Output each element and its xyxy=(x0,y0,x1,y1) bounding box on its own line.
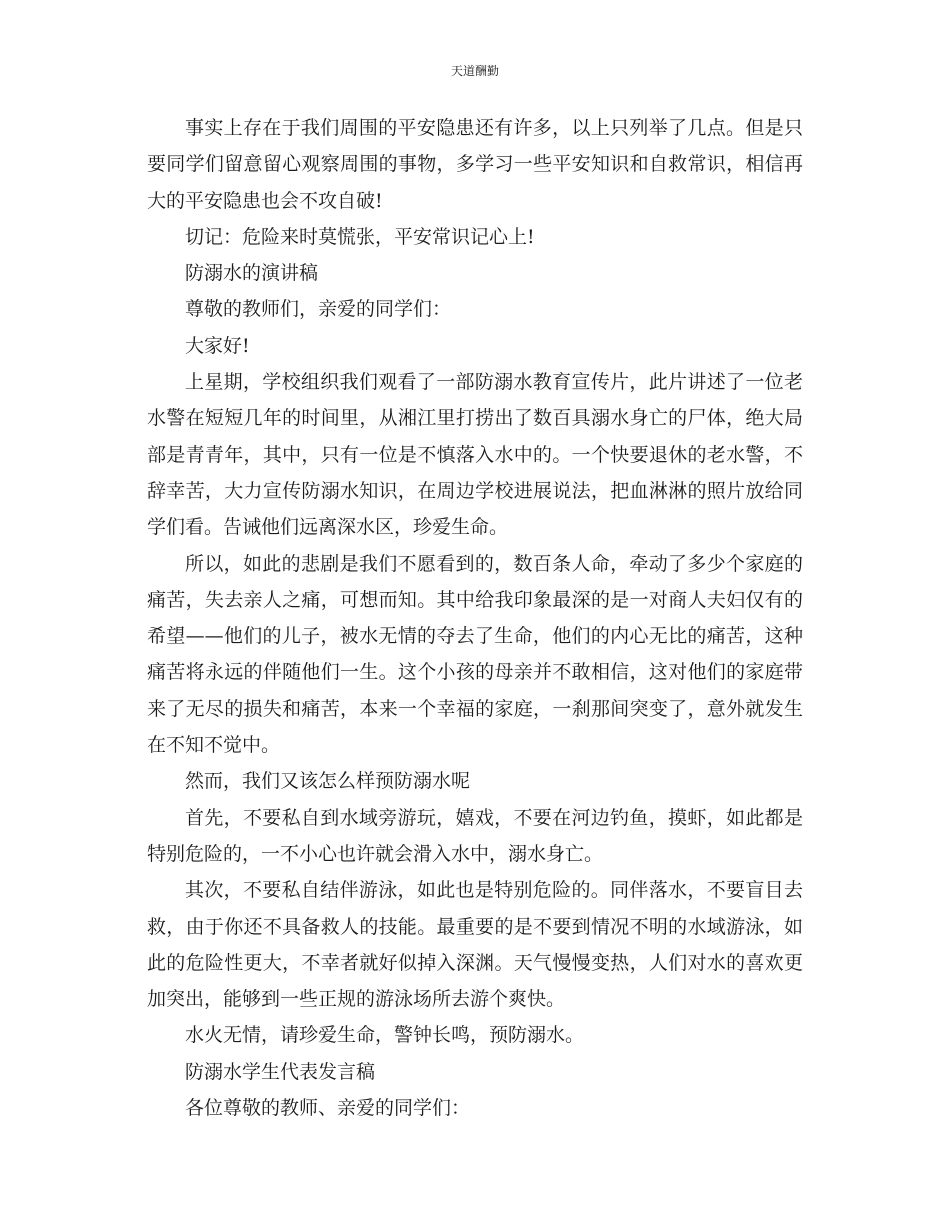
paragraph-remember: 切记：危险来时莫慌张，平安常识记心上! xyxy=(185,225,535,248)
paragraph-second: 其次，不要私自结伴游泳，如此也是特别危险的。同伴落水，不要盲目去救，由于你还不具备救人的技能。最重要的是不要到情况不明的水域游泳，如此的危险性更大，不幸者就好似掉入深渊。天气慢慢变热，人们对水的喜欢更加突出，能够到一些正规的游泳场所去游个爽快。 xyxy=(147,879,803,1011)
paragraph-question: 然而，我们又该怎么样预防溺水呢 xyxy=(185,770,471,793)
paragraph-greeting: 大家好! xyxy=(185,334,250,357)
document-body xyxy=(147,110,803,1126)
paragraph-tragedy: 所以，如此的悲剧是我们不愿看到的，数百条人命，牵动了多少个家庭的痛苦，失去亲人之痛，可想而知。其中给我印象最深的是一对商人夫妇仅有的希望——他们的儿子，被水无情的夺去了生命，他们的内心无比的痛苦，这种痛苦将永远的伴随他们一生。这个小孩的母亲并不敢相信，这对他们的家庭带来了无尽的损失和痛苦，本来一个幸福的家庭，一刹那间突变了，意外就发生在不知不觉中。 xyxy=(147,552,803,757)
section-title-speech: 防溺水的演讲稿 xyxy=(185,262,319,285)
page-header: 天道酬勤 xyxy=(450,64,499,78)
paragraph-salutation-2: 各位尊敬的教师、亲爱的同学们： xyxy=(185,1097,471,1120)
paragraph-film-story: 上星期，学校组织我们观看了一部防溺水教育宣传片，此片讲述了一位老水警在短短几年的时间里，从湘江里打捞出了数百具溺水身亡的尸体，绝大局部是青青年，其中，只有一位是不慎落入水中的。一个快要退休的老水警，不辞幸苦，大力宣传防溺水知识，在周边学校进展说法，把血淋淋的照片放给同学们看。告诫他们远离深水区，珍爱生命。 xyxy=(147,371,803,539)
paragraph-first: 首先，不要私自到水域旁游玩，嬉戏，不要在河边钓鱼，摸虾，如此都是特别危险的，一不小心也许就会滑入水中，溺水身亡。 xyxy=(147,806,803,865)
section-title-student-speech: 防溺水学生代表发言稿 xyxy=(185,1060,376,1083)
paragraph-intro-hazards: 事实上存在于我们周围的平安隐患还有许多，以上只列举了几点。但是只要同学们留意留心观察周围的事物，多学习一些平安知识和自救常识，相信再大的平安隐患也会不攻自破! xyxy=(147,117,803,212)
paragraph-salutation: 尊敬的教师们，亲爱的同学们： xyxy=(185,298,452,321)
paragraph-slogan: 水火无情，请珍爱生命，警钟长鸣，预防溺水。 xyxy=(185,1024,585,1047)
